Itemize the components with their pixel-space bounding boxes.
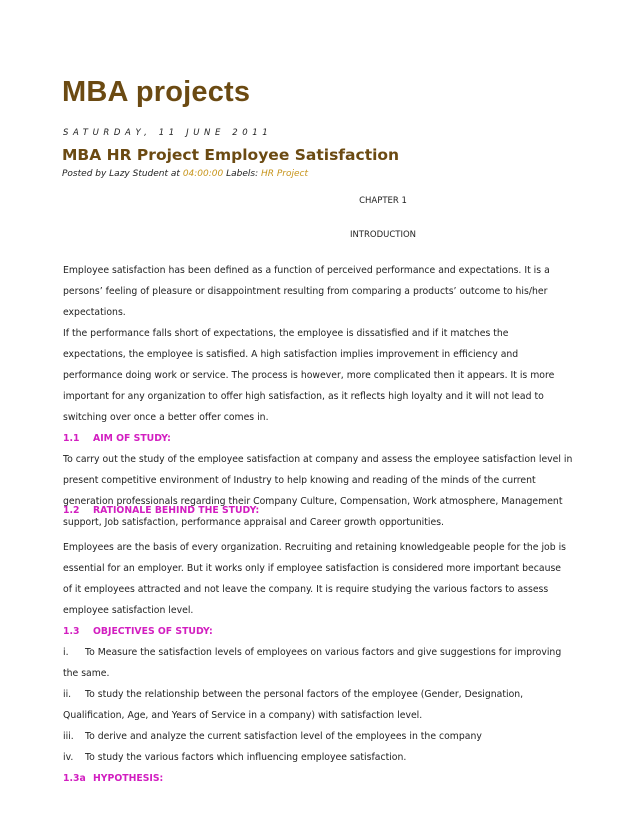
text-line: generation professionals regarding their Company Culture, Compensation, Work atmosphere, Management: [63, 496, 563, 507]
list-text: To study the relationship between the personal factors of the employee (Gender, Designation,: [85, 689, 524, 700]
section-title: HYPOTHESIS:: [93, 773, 164, 784]
section-number: 1.3: [63, 626, 80, 637]
section-number: 1.1: [63, 433, 80, 444]
meta-labels-prefix: Labels:: [226, 169, 259, 179]
text-line: support, Job satisfaction, performance appraisal and Career growth opportunities.: [63, 517, 445, 528]
list-text: To Measure the satisfaction levels of employees on various factors and give suggestions for improving: [85, 647, 562, 658]
chapter-heading: CHAPTER 1: [359, 196, 407, 206]
section-heading-1-3a: [63, 768, 583, 789]
text-line: expectations, the employee is satisfied. A high satisfaction implies improvement in efficiency and: [63, 349, 519, 360]
section-1-2: [63, 500, 583, 521]
section-heading-1-3: [63, 621, 583, 642]
list-text: the same.: [63, 668, 110, 679]
blog-title[interactable]: MBA projects: [62, 76, 251, 108]
text-line: Employees are the basis of every organization. Recruiting and retaining knowledgeable people for the job is: [63, 542, 567, 553]
section-1-2-body: [63, 537, 583, 789]
list-number: iii.: [63, 731, 74, 742]
section-heading-1-1: [63, 428, 583, 449]
list-text: Qualification, Age, and Years of Service in a company) with satisfaction level.: [63, 710, 423, 721]
text-line: persons’ feeling of pleasure or disappointment resulting from comparing a products’ outcome to his/her: [63, 286, 548, 297]
intro-paragraph: [63, 260, 583, 533]
list-item: [63, 642, 583, 663]
section-heading-1-2: [63, 500, 583, 521]
meta-posted-by: Posted by Lazy Student at: [62, 169, 180, 179]
text-line: performance doing work or service. The process is however, more complicated then it appears. It is more: [63, 370, 555, 381]
list-text: To derive and analyze the current satisfaction level of the employees in the company: [85, 731, 482, 742]
text-line: expectations.: [63, 307, 126, 318]
post-title[interactable]: MBA HR Project Employee Satisfaction: [62, 146, 400, 164]
list-item-continuation: [63, 663, 583, 684]
section-title: RATIONALE BEHIND THE STUDY:: [93, 505, 260, 516]
text-line: important for any organization to offer high satisfaction, as it reflects high loyalty and it will not lead to: [63, 391, 544, 402]
post-time-link[interactable]: 04:00:00: [182, 169, 224, 179]
text-line: employee satisfaction level.: [63, 605, 194, 616]
list-text: To study the various factors which influencing employee satisfaction.: [85, 752, 407, 763]
label-link[interactable]: HR Project: [261, 169, 309, 179]
list-item: [63, 726, 583, 747]
text-line: of it employees attracted and not leave the company. It is require studying the various factors to assess: [63, 584, 549, 595]
section-number: 1.3a: [63, 773, 86, 784]
text-line: switching over once a better offer comes in.: [63, 412, 269, 423]
list-item: [63, 684, 583, 705]
post-meta: [62, 169, 308, 179]
text-line: Employee satisfaction has been defined as a function of perceived performance and expectations. It is a: [63, 265, 550, 276]
text-line: If the performance falls short of expectations, the employee is dissatisfied and if it matches the: [63, 328, 509, 339]
list-item-continuation: [63, 705, 583, 726]
list-number: iv.: [63, 752, 74, 763]
section-title: AIM OF STUDY:: [93, 433, 171, 444]
text-line: essential for an employer. But it works only if employee satisfaction is considered more important because: [63, 563, 562, 574]
section-number: 1.2: [63, 505, 80, 516]
list-number: i.: [63, 647, 69, 658]
introduction-heading: INTRODUCTION: [349, 230, 417, 240]
text-line: present competitive environment of Industry to help knowing and reading of the minds of the current: [63, 475, 536, 486]
section-title: OBJECTIVES OF STUDY:: [93, 626, 213, 637]
date-header: SATURDAY, 11 JUNE 2011: [63, 128, 273, 138]
text-line: To carry out the study of the employee satisfaction at company and assess the employee satisfaction level in: [63, 454, 573, 465]
list-number: ii.: [63, 689, 72, 700]
list-item: [63, 747, 583, 768]
